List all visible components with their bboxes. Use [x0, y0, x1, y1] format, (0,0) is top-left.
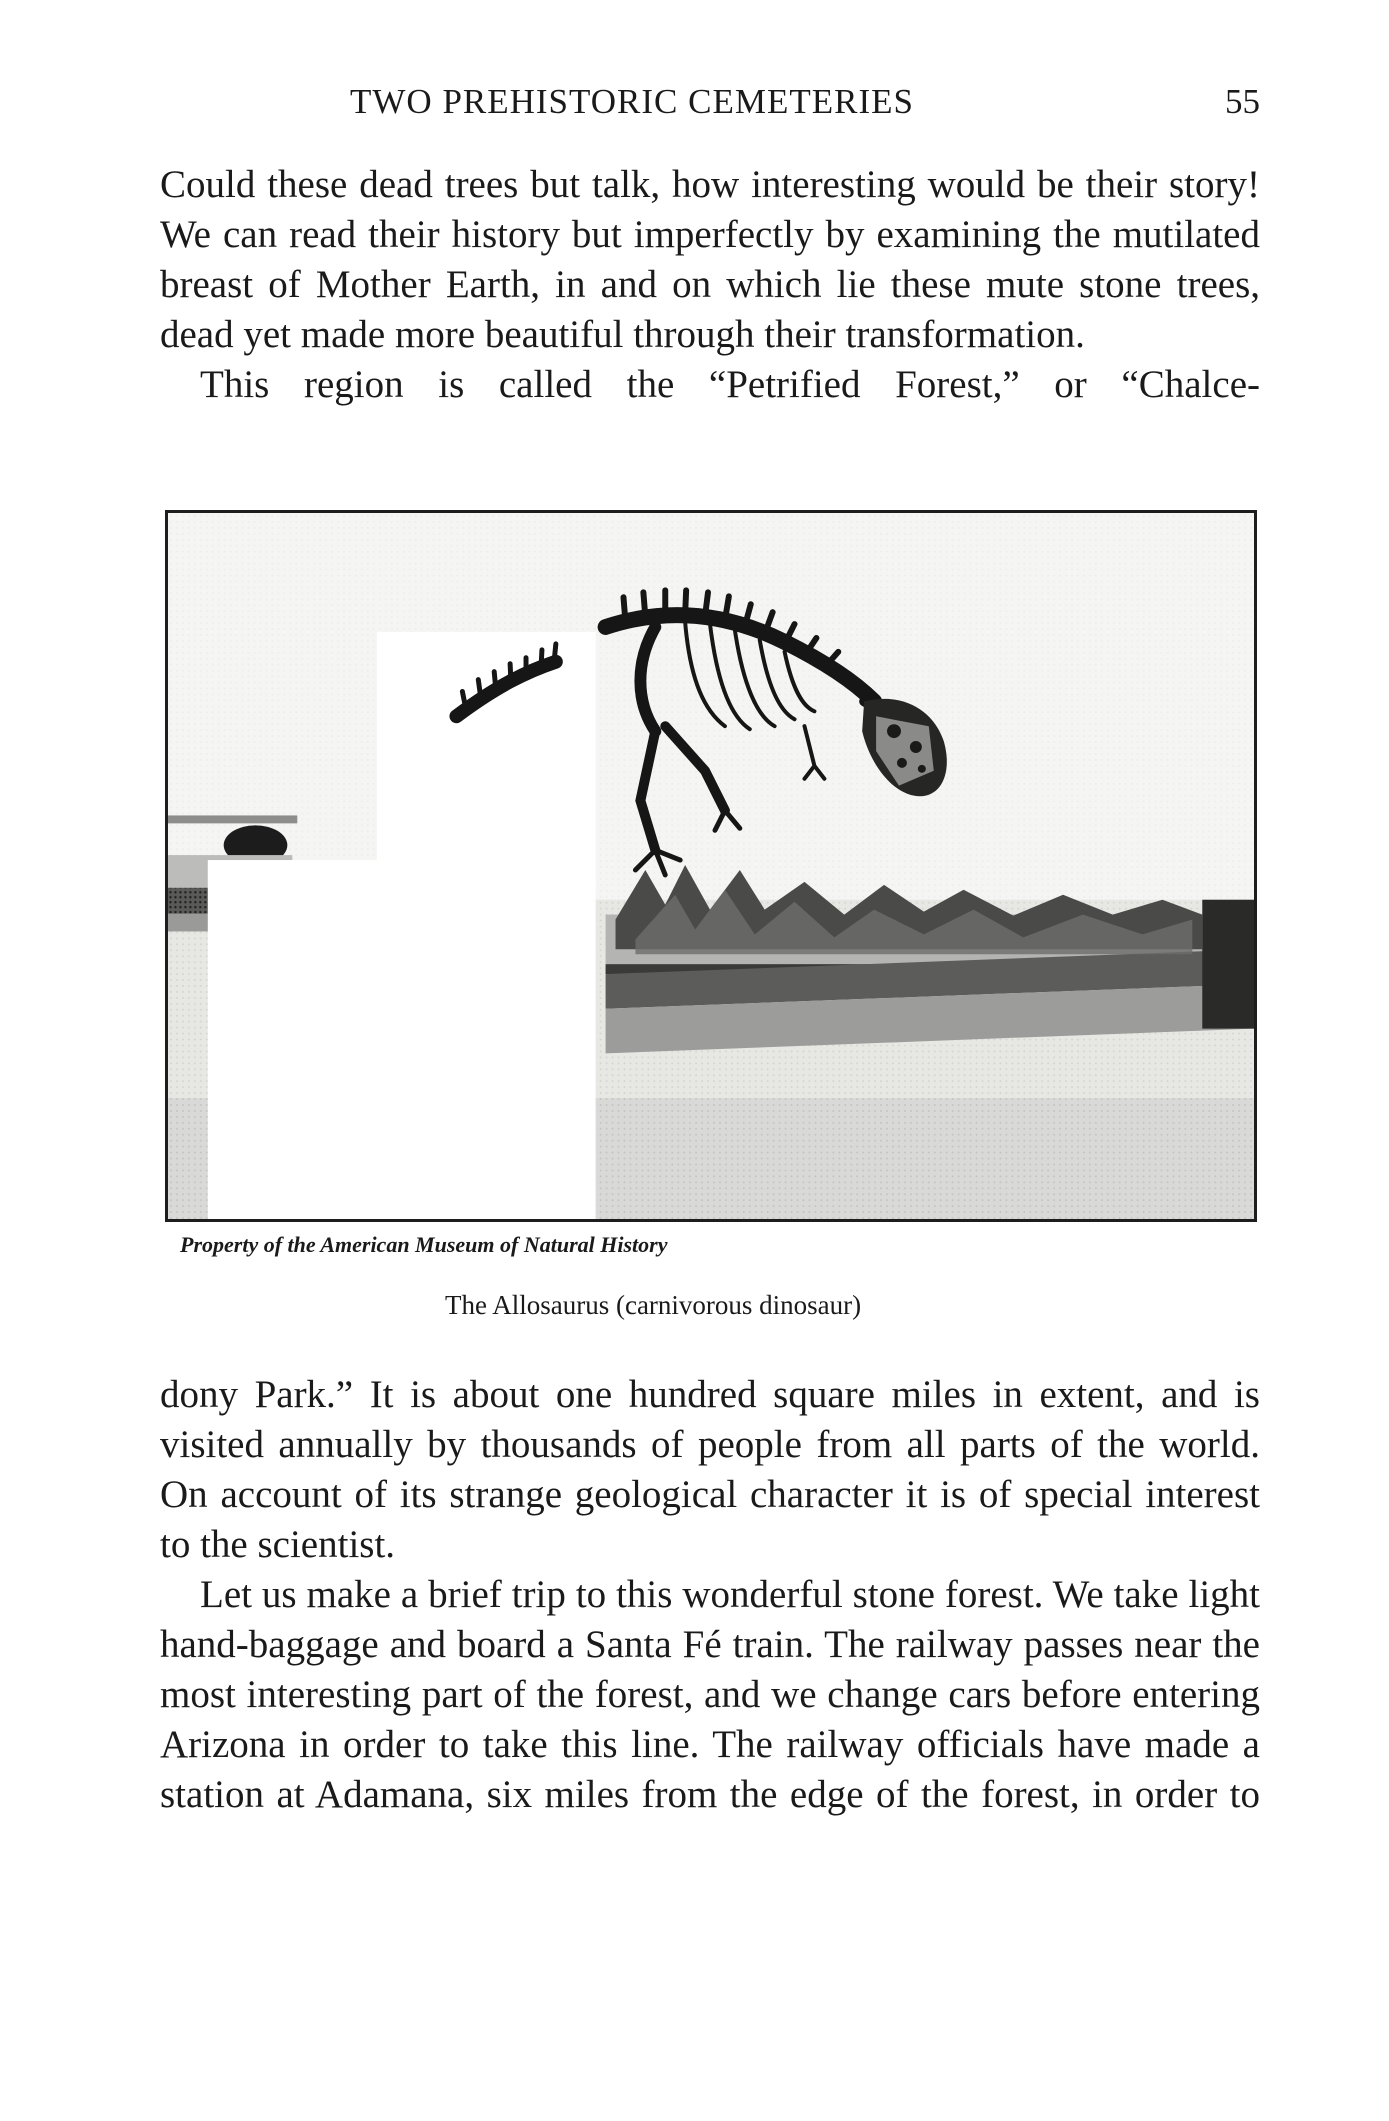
running-head [160, 82, 1260, 132]
text-block-top [160, 160, 1260, 410]
photo-credit: Property of the American Museum of Natural History [180, 1232, 668, 1257]
figure-caption: The Allosaurus (carnivorous dinosaur) [445, 1290, 862, 1320]
page-number: 55 [1225, 82, 1260, 121]
photo-illustration [168, 513, 1254, 1219]
paragraph-4: Let us make a brief trip to this wonderful stone forest. We take light hand-baggage and board a Santa Fé train. The railway passes near the most interesting part of the forest, and we change cars before entering Arizona in order to take this line. The railway officials have made a station at Adamana, six miles from the edge of the forest, in order to [160, 1573, 1260, 1816]
paragraph-3: dony Park.” It is about one hundred square miles in extent, and is visited annually by thousands of people from all parts of the world. On account of its strange geological character it is of special interest to the scientist. [160, 1373, 1260, 1566]
text-block-bottom [160, 1370, 1260, 1820]
allosaurus-photograph [165, 510, 1257, 1222]
paragraph-1: Could these dead trees but talk, how interesting would be their story! We can read their history but imperfectly by examining the mutilated breast of Mother Earth, in and on which lie these mute stone trees, dead yet made more beautiful through their transformation. [160, 163, 1260, 356]
paragraph-2: This region is called the “Petrified Forest,” or “Chalce- [200, 363, 1260, 406]
running-title: TWO PREHISTORIC CEMETERIES [350, 82, 914, 121]
